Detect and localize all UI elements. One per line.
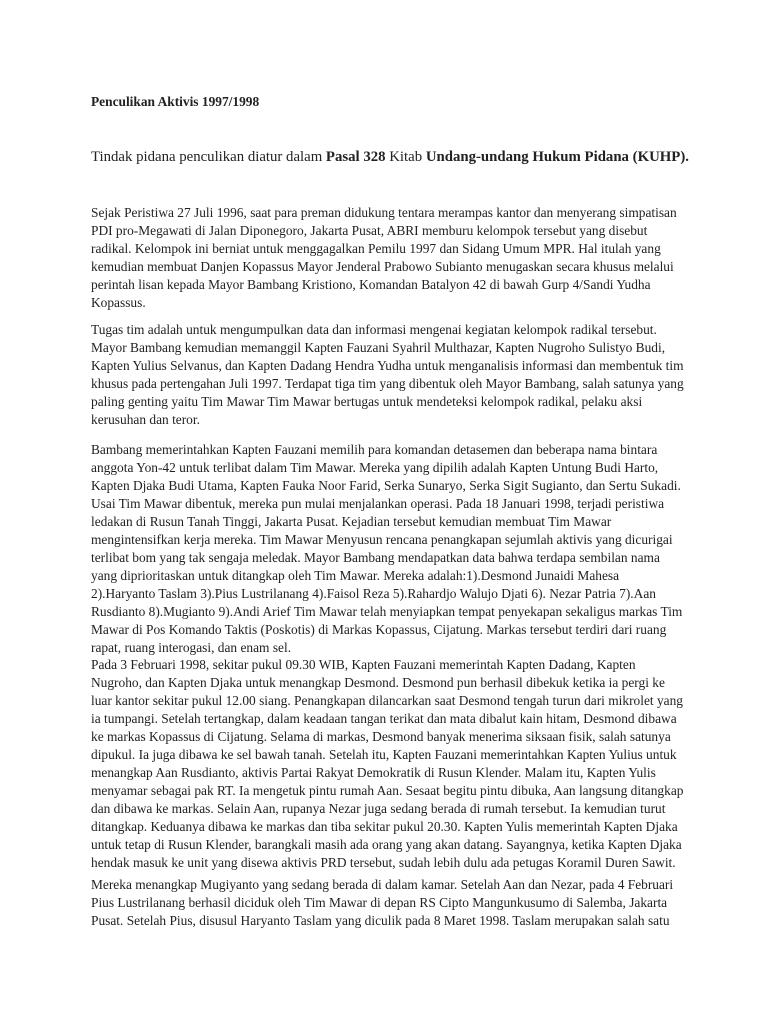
intro-bold-law: Undang-undang Hukum Pidana (KUHP).: [425, 149, 689, 165]
paragraph-2: Tugas tim adalah untuk mengumpulkan data dan informasi mengenai kegiatan kelompok radikal tersebut. Mayor Bambang kemudian memanggil Kapten Fauzani Syahril Multhazar, Kapten Nugroho Sulistyo Budi, Kapten Yulius Selvanus, dan Kapten Dadang Hendra Yudha untuk menganalisis informasi dan membentuk tim khusus pada pertengahan Juli 1997. Terdapat tiga tim yang dibentuk oleh Mayor Bambang, salah satunya yang paling genting yaitu Tim Mawar Tim Mawar bertugas untuk mendeteksi kelompok radikal, pelaku aksi kerusuhan dan teror.: [91, 322, 684, 427]
intro-bold-article: Pasal 328: [325, 149, 386, 165]
intro-sentence: [91, 147, 689, 167]
paragraph-3: Bambang memerintahkan Kapten Fauzani memilih para komandan detasemen dan beberapa nama bintara anggota Yon-42 untuk terlibat dalam Tim Mawar. Mereka yang dipilih adalah Kapten Untung Budi Harto, Kapten Djaka Budi Utama, Kapten Fauka Noor Farid, Serka Sunaryo, Serka Sigit Sugianto, dan Sertu Sukadi. Usai Tim Mawar dibentuk, mereka pun mulai menjalankan operasi. Pada 18 Januari 1998, terjadi peristiwa ledakan di Rusun Tanah Tinggi, Jakarta Pusat. Kejadian tersebut kemudian membuat Tim Mawar mengintensifkan kerja mereka. Tim Mawar Menyusun rencana penangkapan sejumlah aktivis yang dicurigai terlibat bom yang tak sengaja meledak. Mayor Bambang mendapatkan data bahwa terdapa sembilan nama yang diprioritaskan untuk ditangkap oleh Tim Mawar. Mereka adalah:1).Desmond Junaidi Mahesa 2).Haryanto Taslam 3).Pius Lustrilanang 4).Faisol Reza 5).Rahardjo Walujo Djati 6). Nezar Patria 7).Aan Rusdianto 8).Mugianto 9).Andi Arief Tim Mawar telah menyiapkan tempat penyekapan sekaligus markas Tim Mawar di Pos Komando Taktis (Poskotis) di Markas Kopassus, Cijatung. Markas tersebut terdiri dari ruang rapat, ruang interogasi, dan enam sel.: [91, 442, 683, 655]
paragraph-1: Sejak Peristiwa 27 Juli 1996, saat para preman didukung tentara merampas kantor dan menyerang simpatisan PDI pro-Megawati di Jalan Diponegoro, Jakarta Pusat, ABRI memburu kelompok tersebut yang disebut radikal. Kelompok ini berniat untuk menggagalkan Pemilu 1997 dan Sidang Umum MPR. Hal itulah yang kemudian membuat Danjen Kopassus Mayor Jenderal Prabowo Subianto menugaskan secara khusus melalui perintah lisan kepada Mayor Bambang Kristiono, Komandan Batalyon 42 di bawah Gurp 4/Sandi Yudha Kopassus.: [91, 205, 677, 310]
paragraph-4: Pada 3 Februari 1998, sekitar pukul 09.30 WIB, Kapten Fauzani memerintah Kapten Dadang, Kapten Nugroho, dan Kapten Djaka untuk menangkap Desmond. Desmond pun berhasil dibekuk ketika ia pergi ke luar kantor sekitar pukul 12.00 siang. Penangkapan dilancarkan saat Desmond tengah turun dari mikrolet yang ia tumpangi. Setelah tertangkap, dalam keadaan tangan terikat dan mata dibalut kain hitam, Desmond dibawa ke markas Kopassus di Cijatung. Selama di markas, Desmond banyak menerima siksaan fisik, salah satunya dipukul. Ia juga dibawa ke sel bawah tanah. Setelah itu, Kapten Fauzani memerintahkan Kapten Yulius untuk menangkap Aan Rusdianto, aktivis Partai Rakyat Demokratik di Rusun Klender. Malam itu, Kapten Yulis menyamar sebagai pak RT. Ia mengetuk pintu rumah Aan. Sesaat begitu pintu dibuka, Aan langsung ditangkap dan dibawa ke markas. Selain Aan, rupanya Nezar juga sedang berada di rumah tersebut. Ia kemudian turut ditangkap. Keduanya dibawa ke markas dan tiba sekitar pukul 20.30. Kapten Yulis memerintah Kapten Djaka untuk tetap di Rusun Klender, barangkali masih ada orang yang akan datang. Sayangnya, ketika Kapten Djaka hendak masuk ke unit yang disewa aktivis PRD tersebut, sudah lebih dulu ada petugas Koramil Duren Sawit.: [91, 657, 684, 870]
document-title: Penculikan Aktivis 1997/1998: [91, 94, 260, 109]
intro-text-1: Tindak pidana penculikan diatur dalam: [91, 149, 326, 165]
paragraph-5: Mereka menangkap Mugiyanto yang sedang berada di dalam kamar. Setelah Aan dan Nezar, pada 4 Februari Pius Lustrilanang berhasil diciduk oleh Tim Mawar di depan RS Cipto Mangunkusumo di Salemba, Jakarta Pusat. Setelah Pius, disusul Haryanto Taslam yang diculik pada 8 Maret 1998. Taslam merupakan salah satu: [91, 877, 674, 928]
intro-text-2: Kitab: [385, 149, 426, 165]
